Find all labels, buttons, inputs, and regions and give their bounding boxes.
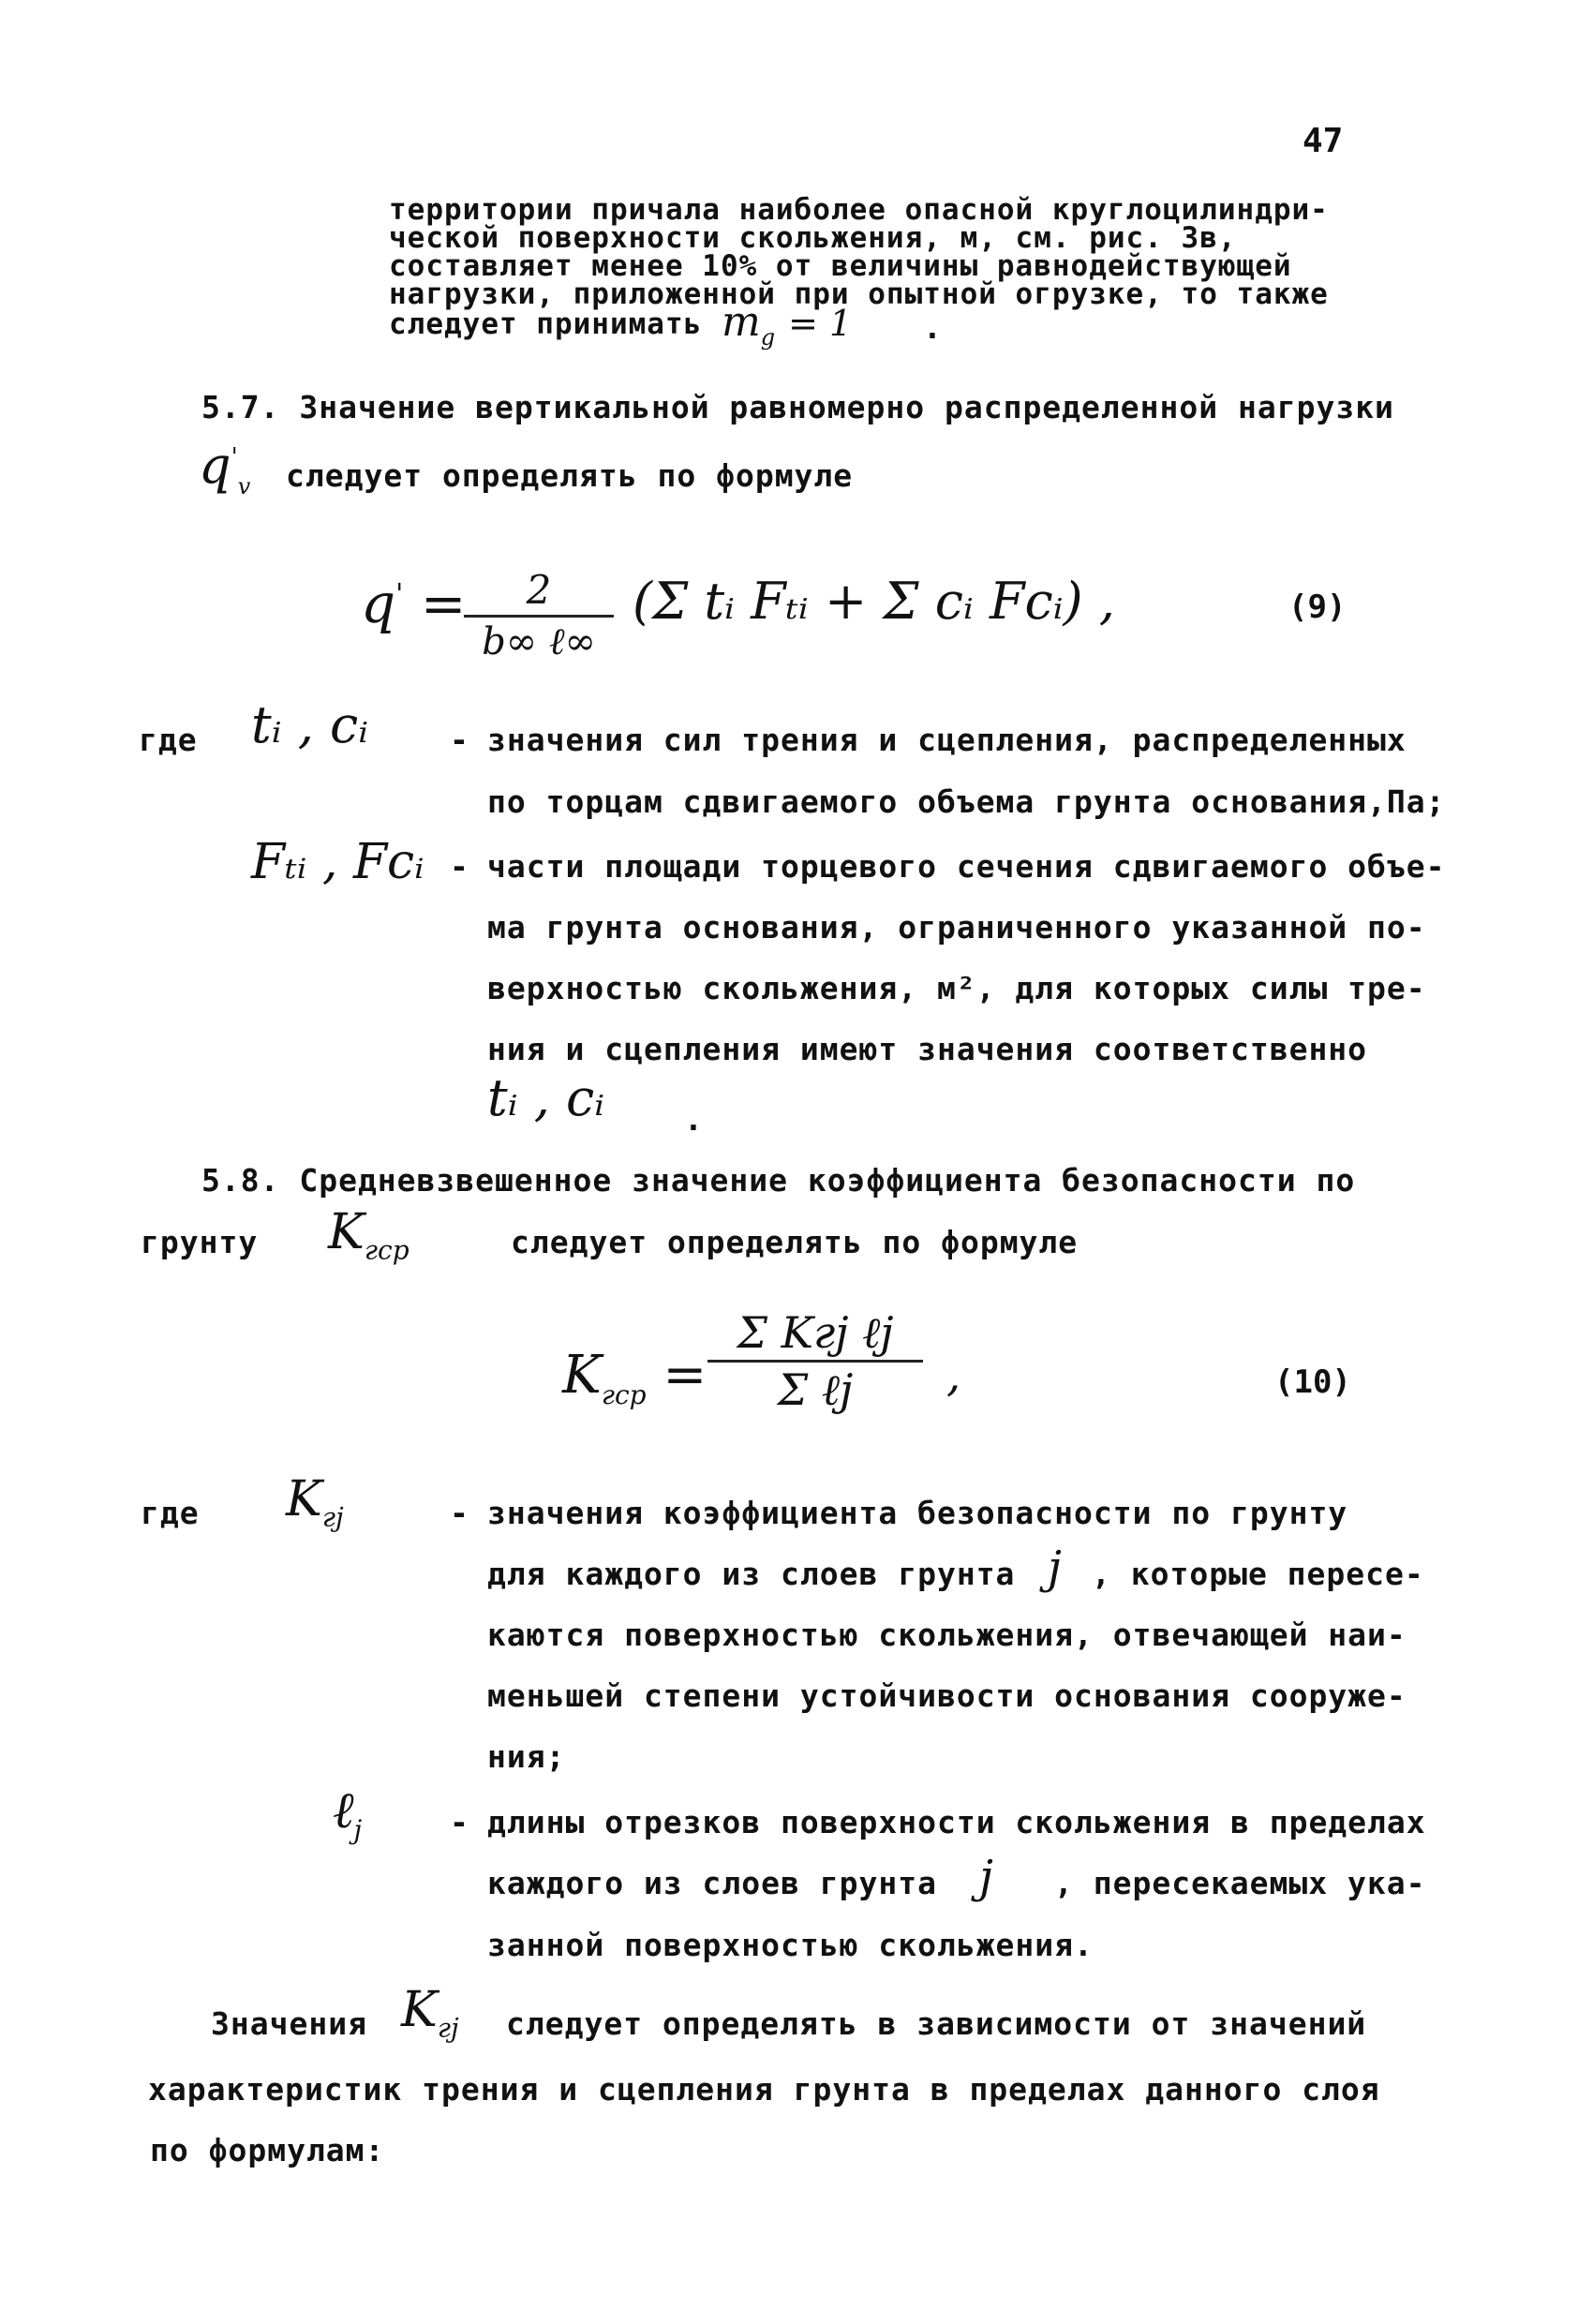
closing-line-1-rest: следует определять в зависимости от значений (506, 2005, 1367, 2042)
q-v-symbol: $q'_v$ (199, 436, 251, 499)
top-paragraph-line-2: ческой поверхности скольжения, м, см. рис. 3в, (389, 221, 1237, 255)
section-5-8-line-1: 5.8. Средневзвешенное значение коэффициента безопасности по (201, 1162, 1356, 1199)
where-10-item-2-symbol: ℓ$_j$ (333, 1780, 363, 1845)
formula-9-fraction (464, 567, 614, 663)
formula-9-fraction-bar (464, 615, 614, 618)
formula-10-lhs: $K_{гср}$ = (562, 1345, 707, 1411)
where-9-item-2-line-1: части площади торцевого сечения сдвигаемого объе- (487, 848, 1446, 885)
where-10-item-2-line-3: занной поверхностью скольжения. (487, 1927, 1094, 1963)
formula-9-numerator: 2 (526, 567, 552, 613)
where-9-item-2-tail-symbol: tᵢ , cᵢ (487, 1068, 605, 1127)
where-9-item-2-line-3: верхностью скольжения, м², для которых силы тре- (487, 970, 1426, 1006)
section-5-7-line-2: следует определять по формуле (286, 457, 854, 494)
where-10-item-1-j-symbol: j (1048, 1542, 1062, 1594)
top-paragraph-line-4: нагрузки, приложенной при опытной огрузке, то также (389, 277, 1329, 311)
where-9-item-2-tail-end: . (684, 1101, 704, 1138)
section-5-8-grunt: грунту (141, 1224, 259, 1260)
closing-k-symbol: $K_{гj}$ (401, 1982, 459, 2044)
where-9-item-1-line-1: значения сил трения и сцепления, распределенных (487, 722, 1407, 758)
section-5-8-line-2: следует определять по формуле (511, 1224, 1079, 1260)
where-9-item-2-line-4: ния и сцепления имеют значения соответственно (487, 1031, 1368, 1067)
where-10-item-2-j-symbol: j (979, 1851, 993, 1903)
closing-line-2: характеристик трения и сцепления грунта в пределах данного слоя (148, 2071, 1380, 2108)
where-10-item-1-line-1: значения коэффициента безопасности по грунту (487, 1495, 1348, 1531)
where-label-9: где (139, 722, 198, 758)
where-label-10: где (141, 1495, 200, 1531)
where-10-item-2-line-2a: каждого из слоев грунта (487, 1865, 937, 1901)
formula-10-comma: , (946, 1349, 961, 1402)
page-number: 47 (1303, 122, 1344, 160)
section-5-7-line-1: 5.7. Значение вертикальной равномерно распределенной нагрузки (201, 389, 1394, 425)
closing-word-1: Значения (211, 2005, 367, 2042)
where-10-item-1-line-3: каются поверхностью скольжения, отвечающей наи- (487, 1616, 1407, 1653)
top-paragraph-line-3: составляет менее 10% от величины равнодействующей (389, 249, 1292, 283)
where-10-item-1-line-5: ния; (487, 1738, 566, 1775)
where-10-item-1-symbol: $K_{гj}$ (286, 1471, 344, 1533)
where-10-item-2-line-1: длины отрезков поверхности скольжения в пределах (487, 1804, 1426, 1840)
formula-9-lhs: q' = (361, 572, 467, 635)
where-9-item-1-symbol: tᵢ , cᵢ (251, 695, 369, 754)
m-g-symbol: $m_g = 1$ (722, 298, 853, 350)
top-paragraph-end-mark: . (923, 309, 943, 346)
formula-10-fraction-bar (707, 1360, 923, 1363)
where-9-item-1-line-2: по торцам сдвигаемого объема грунта основания,Па; (487, 783, 1446, 820)
where-9-item-2-line-2: ма грунта основания, ограниченного указанной по- (487, 909, 1426, 946)
formula-10-numerator: Σ Kгj ℓj (737, 1307, 894, 1358)
where-10-item-1-line-4: меньшей степени устойчивости основания сооруже- (487, 1677, 1407, 1714)
where-10-item-1-dash: - (450, 1495, 469, 1531)
where-9-item-2-symbol: Fₜᵢ , Fcᵢ (251, 834, 424, 890)
closing-line-3: по формулам: (150, 2132, 385, 2168)
top-paragraph-line-1: территории причала наиболее опасной круглоцилиндри- (389, 193, 1329, 227)
k-gsr-symbol: $K_{гср}$ (328, 1204, 409, 1266)
where-9-item-1-dash: - (450, 722, 469, 758)
formula-10-fraction (707, 1307, 923, 1415)
where-10-item-1-line-2b: , которые пересе- (1092, 1556, 1424, 1592)
where-10-item-2-line-2b: , пересекаемых ука- (1054, 1865, 1426, 1901)
top-paragraph-line-5: следует принимать (389, 307, 703, 341)
formula-10-denominator: Σ ℓj (777, 1364, 854, 1415)
formula-9-number: (9) (1288, 588, 1347, 626)
where-9-item-2-dash: - (450, 848, 469, 885)
formula-10-number: (10) (1274, 1363, 1351, 1401)
formula-9-rhs: (Σ tᵢ Fₜᵢ + Σ cᵢ Fcᵢ) , (633, 572, 1115, 631)
formula-9-denominator: b∞ ℓ∞ (482, 620, 596, 663)
where-10-item-2-dash: - (450, 1804, 469, 1840)
where-10-item-1-line-2a: для каждого из слоев грунта (487, 1556, 1016, 1592)
